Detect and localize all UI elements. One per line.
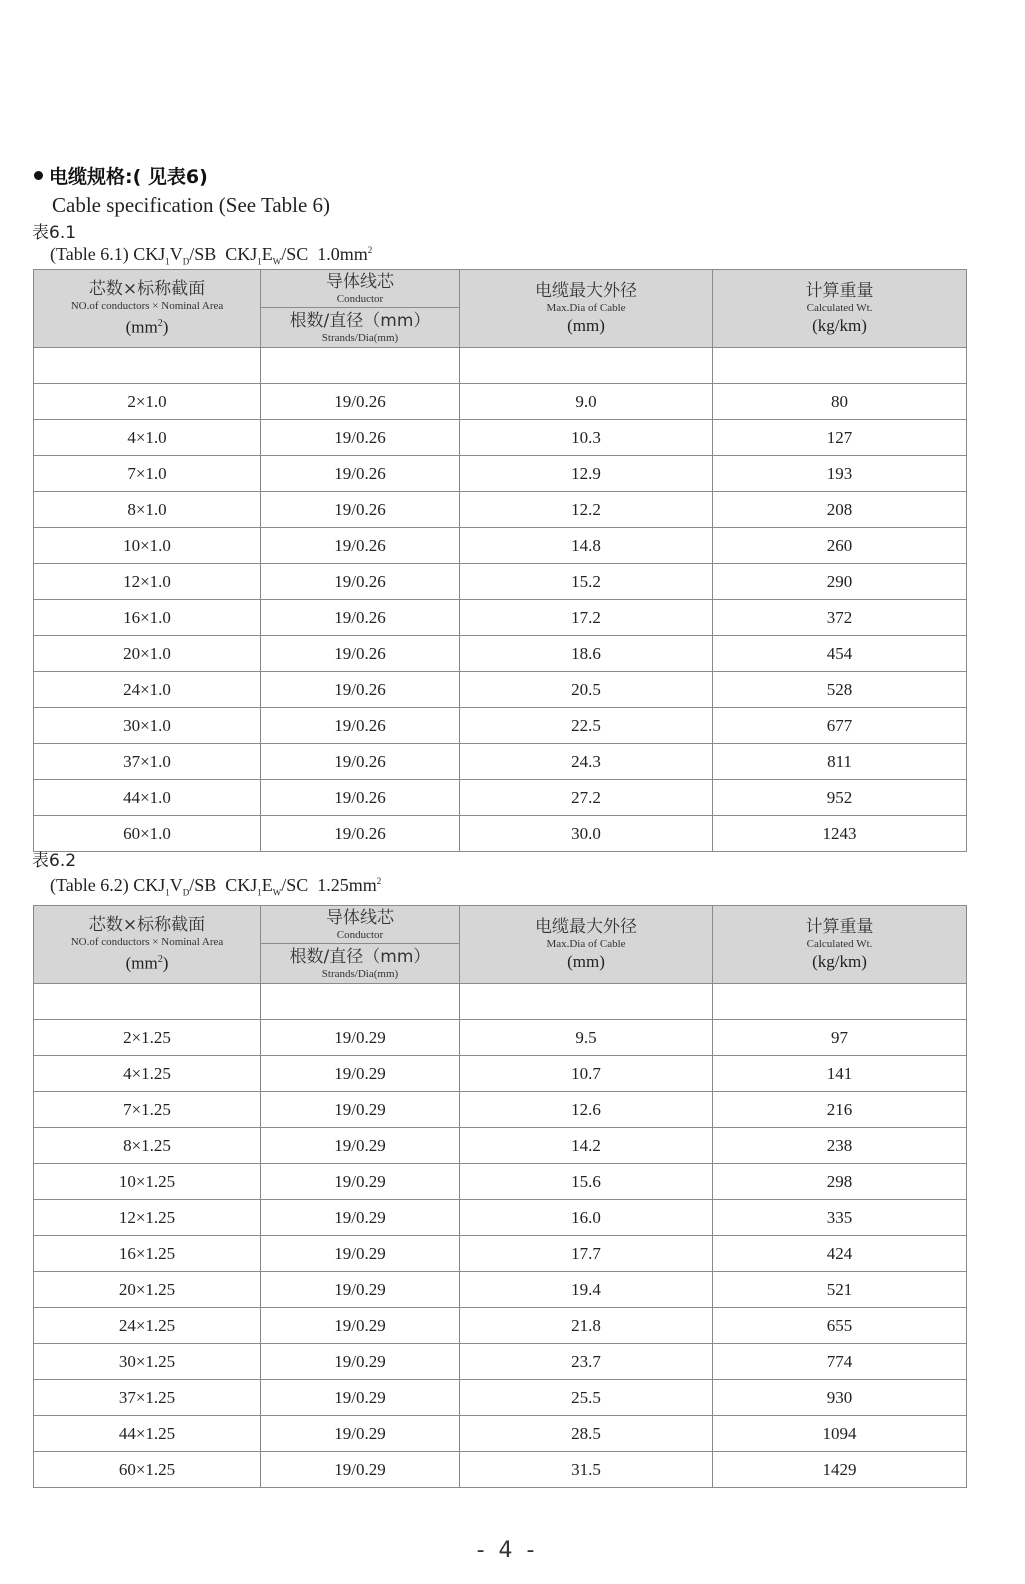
table2-label: 表6.2 [32, 851, 77, 871]
cell-strands-dia: 19/0.26 [261, 600, 460, 636]
spacer-cell [713, 984, 967, 1020]
spacer-cell [713, 348, 967, 384]
header-spacer [34, 984, 967, 1020]
spacer-cell [460, 348, 713, 384]
cell-weight: 80 [713, 384, 967, 420]
table-row [34, 1344, 967, 1380]
cell-strands-dia: 19/0.29 [261, 1020, 460, 1056]
cell-strands-dia: 19/0.26 [261, 744, 460, 780]
cell-cores-area: 30×1.0 [34, 708, 261, 744]
table-row [34, 672, 967, 708]
cell-strands-dia: 19/0.29 [261, 1092, 460, 1128]
cell-cores-area: 4×1.25 [34, 1056, 261, 1092]
cell-strands-dia: 19/0.26 [261, 780, 460, 816]
header-conductor-en: Conductor [336, 293, 384, 305]
cell-weight: 216 [713, 1092, 967, 1128]
cell-strands-dia: 19/0.26 [261, 528, 460, 564]
cell-strands-dia: 19/0.29 [261, 1236, 460, 1272]
cell-weight: 372 [713, 600, 967, 636]
cell-max-dia: 24.3 [460, 744, 713, 780]
header-cores-unit-text: mm [131, 953, 158, 973]
cell-max-dia: 19.4 [460, 1272, 713, 1308]
cell-max-dia: 15.2 [460, 564, 713, 600]
table2-caption: (Table 6.2) $CKJ_1V_D/SB$ $CKJ_1E_W/SC$ $1.25mm^2$ [50, 875, 382, 898]
cell-weight: 141 [713, 1056, 967, 1092]
cell-max-dia: 20.5 [460, 672, 713, 708]
cell-max-dia: 18.6 [460, 636, 713, 672]
cell-weight: 1094 [713, 1416, 967, 1452]
spacer-cell [34, 984, 261, 1020]
cell-weight: 454 [713, 636, 967, 672]
cell-max-dia: 23.7 [460, 1344, 713, 1380]
header-strands-en: Strands/Dia(mm) [321, 968, 399, 980]
cell-max-dia: 12.2 [460, 492, 713, 528]
cell-cores-area: 20×1.0 [34, 636, 261, 672]
cell-cores-area: 37×1.0 [34, 744, 261, 780]
header-maxdia-en: Max.Dia of Cable [546, 302, 626, 314]
table-row [34, 1272, 967, 1308]
cell-max-dia: 16.0 [460, 1200, 713, 1236]
cell-cores-area: 7×1.25 [34, 1092, 261, 1128]
cell-strands-dia: 19/0.29 [261, 1308, 460, 1344]
cell-max-dia: 30.0 [460, 816, 713, 852]
header-cores-unit: $(mm^2)$ [125, 953, 169, 973]
table-row [34, 744, 967, 780]
table-row [34, 1452, 967, 1488]
section-title-text: 电缆规格:( 见表6) [49, 166, 208, 188]
cell-cores-area: 10×1.0 [34, 528, 261, 564]
cell-cores-area: 16×1.0 [34, 600, 261, 636]
cell-cores-area: 16×1.25 [34, 1236, 261, 1272]
header-strands-zh: 根数/直径（mm） [289, 311, 431, 331]
header-weight-en: Calculated Wt. [806, 302, 873, 314]
table-row [34, 456, 967, 492]
cell-max-dia: 28.5 [460, 1416, 713, 1452]
header-weight-zh: 计算重量 [805, 281, 874, 301]
cell-max-dia: 10.7 [460, 1056, 713, 1092]
cell-weight: 238 [713, 1128, 967, 1164]
spec-table-1 [33, 269, 967, 852]
header-max-dia [460, 270, 713, 348]
table1-body [34, 348, 967, 852]
table2-caption-prefix: (Table 6.2) CKJ [50, 875, 166, 895]
cell-weight: 528 [713, 672, 967, 708]
cell-cores-area: 44×1.25 [34, 1416, 261, 1452]
spec-table-2 [33, 905, 967, 1488]
table1-label: 表6.1 [32, 223, 77, 243]
cell-cores-area: 12×1.25 [34, 1200, 261, 1236]
table-row [34, 1056, 967, 1092]
cell-strands-dia: 19/0.29 [261, 1200, 460, 1236]
cell-strands-dia: 19/0.29 [261, 1056, 460, 1092]
spacer-cell [460, 984, 713, 1020]
header-cores-en: NO.of conductors × Nominal Area [70, 300, 224, 313]
cell-max-dia: 15.6 [460, 1164, 713, 1200]
table-row [34, 528, 967, 564]
spacer-cell [261, 984, 460, 1020]
header-strands [261, 944, 460, 984]
cell-weight: 260 [713, 528, 967, 564]
cell-strands-dia: 19/0.29 [261, 1452, 460, 1488]
header-cores-en: NO.of conductors × Nominal Area [70, 936, 224, 949]
table-row [34, 1416, 967, 1452]
cell-weight: 930 [713, 1380, 967, 1416]
cell-weight: 521 [713, 1272, 967, 1308]
cell-cores-area: 8×1.25 [34, 1128, 261, 1164]
header-cores-zh: 芯数×标称截面 [88, 915, 206, 936]
table-row [34, 1020, 967, 1056]
cell-cores-area: 60×1.25 [34, 1452, 261, 1488]
table2-caption-size: 1.25mm [317, 875, 377, 895]
table-row [34, 1200, 967, 1236]
cell-weight: 811 [713, 744, 967, 780]
cell-cores-area: 12×1.0 [34, 564, 261, 600]
table-row [34, 384, 967, 420]
cell-cores-area: 24×1.25 [34, 1308, 261, 1344]
header-weight [713, 906, 967, 984]
cell-cores-area: 7×1.0 [34, 456, 261, 492]
cell-max-dia: 10.3 [460, 420, 713, 456]
cell-weight: 193 [713, 456, 967, 492]
header-cores-zh: 芯数×标称截面 [88, 279, 206, 300]
table-row [34, 708, 967, 744]
cell-weight: 208 [713, 492, 967, 528]
cell-strands-dia: 19/0.29 [261, 1272, 460, 1308]
table-row [34, 816, 967, 852]
spacer-cell [34, 348, 261, 384]
table-row [34, 600, 967, 636]
cell-weight: 774 [713, 1344, 967, 1380]
header-strands [261, 308, 460, 348]
cell-weight: 1429 [713, 1452, 967, 1488]
cell-max-dia: 25.5 [460, 1380, 713, 1416]
table-row [34, 492, 967, 528]
section-subtitle: Cable specification (See Table 6) [52, 193, 331, 217]
table2-body [34, 984, 967, 1488]
cell-strands-dia: 19/0.26 [261, 564, 460, 600]
table1-caption-size: 1.0mm [317, 244, 368, 264]
header-cores-area [34, 906, 261, 984]
cell-cores-area: 20×1.25 [34, 1272, 261, 1308]
header-cores-unit: $(mm^2)$ [125, 317, 169, 337]
cell-max-dia: 31.5 [460, 1452, 713, 1488]
cell-max-dia: 17.2 [460, 600, 713, 636]
header-weight-unit: (kg/km) [812, 316, 867, 335]
cell-strands-dia: 19/0.26 [261, 384, 460, 420]
cell-cores-area: 24×1.0 [34, 672, 261, 708]
header-weight [713, 270, 967, 348]
cell-strands-dia: 19/0.29 [261, 1380, 460, 1416]
cell-max-dia: 9.5 [460, 1020, 713, 1056]
header-weight-zh: 计算重量 [805, 917, 874, 937]
header-weight-en: Calculated Wt. [806, 938, 873, 950]
cell-cores-area: 10×1.25 [34, 1164, 261, 1200]
cell-strands-dia: 19/0.26 [261, 636, 460, 672]
header-maxdia-unit: (mm) [567, 316, 605, 335]
cell-weight: 655 [713, 1308, 967, 1344]
header-conductor-en: Conductor [336, 929, 384, 941]
section-title [34, 162, 208, 189]
header-conductor [261, 906, 460, 944]
header-conductor [261, 270, 460, 308]
table-row [34, 1092, 967, 1128]
cell-max-dia: 12.9 [460, 456, 713, 492]
page-number: -4- [476, 1538, 549, 1563]
cell-strands-dia: 19/0.26 [261, 420, 460, 456]
table-row [34, 1236, 967, 1272]
header-maxdia-zh: 电缆最大外径 [535, 917, 637, 937]
cell-cores-area: 60×1.0 [34, 816, 261, 852]
cell-weight: 424 [713, 1236, 967, 1272]
cell-strands-dia: 19/0.26 [261, 492, 460, 528]
table-row [34, 1164, 967, 1200]
header-maxdia-en: Max.Dia of Cable [546, 938, 626, 950]
table-row [34, 1308, 967, 1344]
header-conductor-zh: 导体线芯 [326, 272, 394, 292]
cell-max-dia: 22.5 [460, 708, 713, 744]
cell-weight: 290 [713, 564, 967, 600]
cell-strands-dia: 19/0.29 [261, 1164, 460, 1200]
table1-caption: (Table 6.1) $CKJ_1V_D/SB$ $CKJ_1E_W/SC$ $1.0mm^2$ [50, 244, 373, 267]
cell-cores-area: 37×1.25 [34, 1380, 261, 1416]
table-row [34, 1128, 967, 1164]
header-maxdia-zh: 电缆最大外径 [535, 281, 637, 301]
cell-max-dia: 12.6 [460, 1092, 713, 1128]
table-row [34, 780, 967, 816]
cell-weight: 952 [713, 780, 967, 816]
header-conductor-zh: 导体线芯 [326, 908, 394, 928]
table-row [34, 564, 967, 600]
header-maxdia-unit: (mm) [567, 952, 605, 971]
header-strands-zh: 根数/直径（mm） [289, 947, 431, 967]
cell-cores-area: 2×1.25 [34, 1020, 261, 1056]
cell-max-dia: 17.7 [460, 1236, 713, 1272]
cell-strands-dia: 19/0.29 [261, 1344, 460, 1380]
header-weight-unit: (kg/km) [812, 952, 867, 971]
header-max-dia [460, 906, 713, 984]
cell-strands-dia: 19/0.26 [261, 456, 460, 492]
cell-strands-dia: 19/0.29 [261, 1416, 460, 1452]
cell-cores-area: 8×1.0 [34, 492, 261, 528]
cell-weight: 298 [713, 1164, 967, 1200]
header-strands-en: Strands/Dia(mm) [321, 332, 399, 344]
cell-max-dia: 9.0 [460, 384, 713, 420]
cell-weight: 127 [713, 420, 967, 456]
cell-cores-area: 30×1.25 [34, 1344, 261, 1380]
cell-strands-dia: 19/0.26 [261, 672, 460, 708]
cell-max-dia: 14.8 [460, 528, 713, 564]
cell-max-dia: 14.2 [460, 1128, 713, 1164]
header-spacer [34, 348, 967, 384]
cell-strands-dia: 19/0.26 [261, 708, 460, 744]
cell-max-dia: 21.8 [460, 1308, 713, 1344]
bullet-icon [34, 171, 43, 180]
cell-max-dia: 27.2 [460, 780, 713, 816]
table-row [34, 636, 967, 672]
table-row [34, 420, 967, 456]
header-cores-area [34, 270, 261, 348]
table-row [34, 1380, 967, 1416]
table1-caption-prefix: (Table 6.1) CKJ [50, 244, 166, 264]
cell-cores-area: 2×1.0 [34, 384, 261, 420]
header-cores-unit-text: mm [131, 317, 158, 337]
cell-strands-dia: 19/0.26 [261, 816, 460, 852]
cell-cores-area: 4×1.0 [34, 420, 261, 456]
cell-weight: 335 [713, 1200, 967, 1236]
spacer-cell [261, 348, 460, 384]
cell-strands-dia: 19/0.29 [261, 1128, 460, 1164]
cell-weight: 97 [713, 1020, 967, 1056]
cell-weight: 1243 [713, 816, 967, 852]
cell-cores-area: 44×1.0 [34, 780, 261, 816]
cell-weight: 677 [713, 708, 967, 744]
